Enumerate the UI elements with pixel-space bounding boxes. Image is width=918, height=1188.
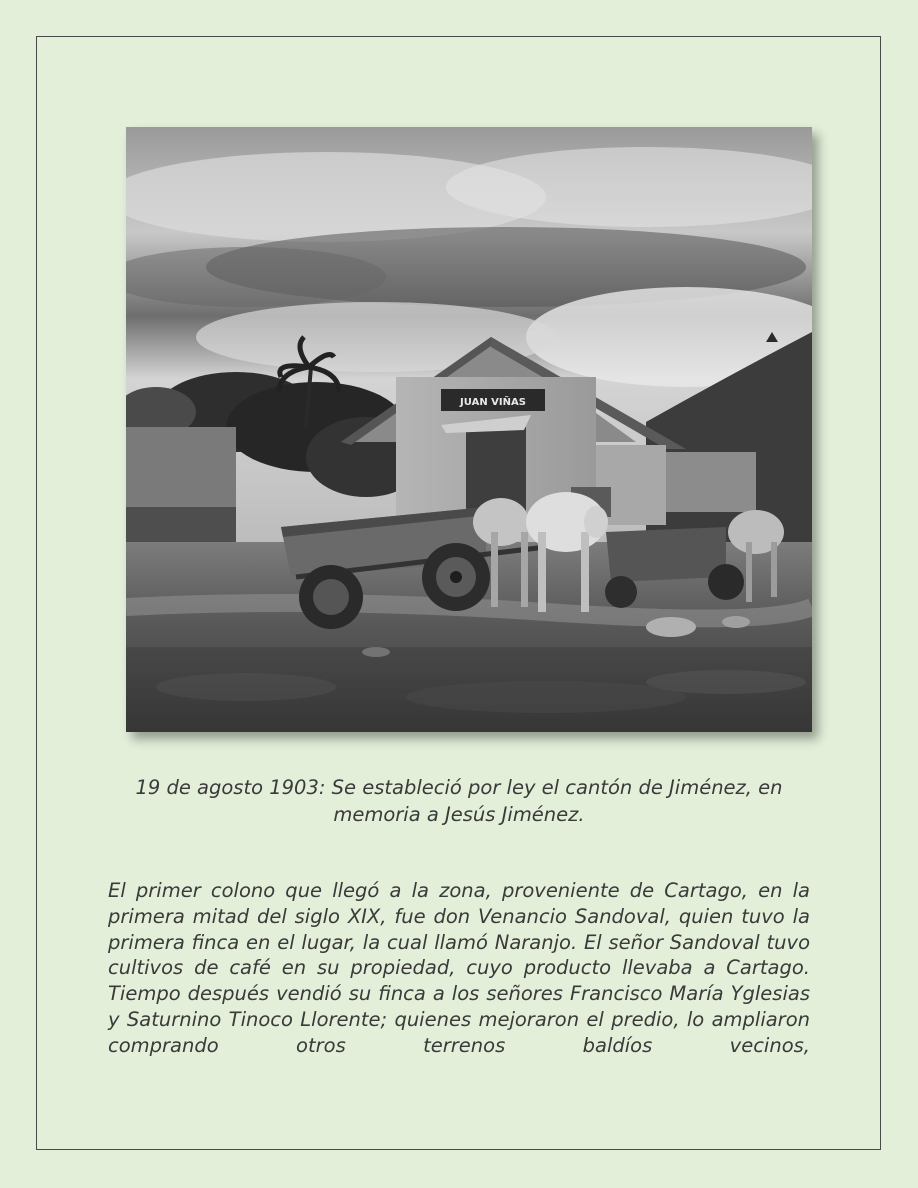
historic-photo bbox=[126, 127, 812, 732]
grass bbox=[126, 647, 812, 732]
body-paragraph: El primer colono que llegó a la zona, proveniente de Cartago, en la primera mitad del siglo XIX, fue don Venancio Sandoval, quien tuvo la primera finca en el lugar, la cual llamó Naranjo. El señor Sandoval tuvo cultivos de café en su propiedad, cuyo producto llevaba a Cartago. Tiempo después vendió su finca a los señores Francisco María Yglesias y Saturnino Tinoco Llorente; quienes mejoraron el predio, lo ampliaron comprando otros terrenos baldíos vecinos, bbox=[108, 879, 810, 1057]
oxen bbox=[473, 492, 608, 612]
caption-line-1: 19 de agosto 1903: Se estableció por ley el cantón de Jiménez, en bbox=[135, 776, 783, 799]
photo-illustration bbox=[126, 127, 812, 732]
building-sign: JUAN VIÑAS bbox=[460, 397, 526, 408]
caption-line-2: memoria a Jesús Jiménez. bbox=[333, 803, 585, 826]
photo-caption bbox=[100, 774, 818, 828]
